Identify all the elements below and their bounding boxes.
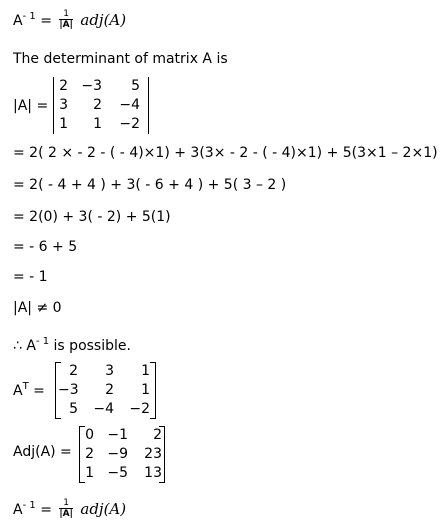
transpose-label	[13, 378, 45, 400]
transpose-base: A	[13, 383, 23, 399]
formula-lhs: A	[13, 502, 23, 518]
fraction-numerator: 1	[59, 498, 73, 509]
matrix-cell: 1	[59, 116, 68, 132]
matrix-cell: −3	[58, 382, 79, 398]
matrix-cell: 5	[69, 401, 78, 417]
possible-suffix: is possible.	[49, 338, 131, 354]
matrix-cell: 2	[105, 382, 114, 398]
fraction-numerator: 1	[59, 9, 73, 20]
matrix-cell: 1	[85, 465, 94, 481]
matrix-cell: −5	[107, 465, 128, 481]
determinant-intro: The determinant of matrix A is	[13, 51, 228, 67]
inverse-formula-bottom	[13, 497, 126, 521]
formula-rhs: adj(A)	[80, 500, 127, 518]
matrix-cell: −4	[93, 401, 114, 417]
transpose-equals: =	[28, 383, 45, 399]
formula-lhs: A	[13, 13, 23, 29]
step-4: = - 6 + 5	[13, 239, 78, 255]
matrix-cell: 2	[59, 78, 68, 94]
formula-equals: =	[40, 13, 52, 29]
adj-label: Adj(A) =	[13, 444, 72, 460]
transpose-superscript: T	[22, 381, 29, 392]
step-1: = 2( 2 × - 2 - ( - 4)×1) + 3(3× - 2 - ( - 4)×1) + 5(3×1 – 2×1)	[13, 145, 438, 161]
matrix-cell: −1	[107, 427, 128, 443]
matrix-cell: 1	[141, 363, 150, 379]
matrix-cell: 13	[144, 465, 162, 481]
matrix-cell: −2	[129, 401, 150, 417]
matrix-cell: 0	[85, 427, 94, 443]
formula-equals: =	[40, 502, 52, 518]
matrix-cell: 2	[153, 427, 162, 443]
fraction-denominator: |A|	[59, 19, 73, 30]
matrix-cell: 2	[85, 446, 94, 462]
determinant-matrix	[53, 77, 149, 134]
formula-superscript: - 1	[22, 11, 36, 22]
formula-fraction	[59, 9, 73, 30]
matrix-cell: 3	[59, 97, 68, 113]
fraction-denominator: |A|	[59, 508, 73, 519]
adjoint-matrix	[79, 426, 165, 483]
matrix-cell: 1	[93, 116, 102, 132]
step-3: = 2(0) + 3( - 2) + 5(1)	[13, 209, 171, 225]
matrix-cell: 2	[93, 97, 102, 113]
matrix-cell: −9	[107, 446, 128, 462]
inverse-possible	[13, 333, 131, 355]
det-label: |A| =	[13, 98, 49, 114]
matrix-cell: −3	[81, 78, 102, 94]
possible-superscript: - 1	[35, 336, 50, 347]
matrix-cell: 2	[69, 363, 78, 379]
matrix-cell: 3	[105, 363, 114, 379]
step-2: = 2( - 4 + 4 ) + 3( - 6 + 4 ) + 5( 3 – 2 )	[13, 177, 287, 193]
matrix-cell: −4	[119, 97, 140, 113]
inverse-formula-top	[13, 8, 126, 32]
step-5: = - 1	[13, 269, 48, 285]
matrix-cell: 23	[144, 446, 162, 462]
matrix-cell: 5	[131, 78, 140, 94]
formula-rhs: adj(A)	[80, 11, 127, 29]
transpose-matrix	[55, 362, 156, 419]
formula-fraction	[59, 498, 73, 519]
det-nonzero: |A| ≠ 0	[13, 300, 62, 316]
possible-prefix: ∴ A	[13, 338, 36, 354]
matrix-cell: 1	[141, 382, 150, 398]
matrix-cell: −2	[119, 116, 140, 132]
formula-superscript: - 1	[22, 500, 36, 511]
